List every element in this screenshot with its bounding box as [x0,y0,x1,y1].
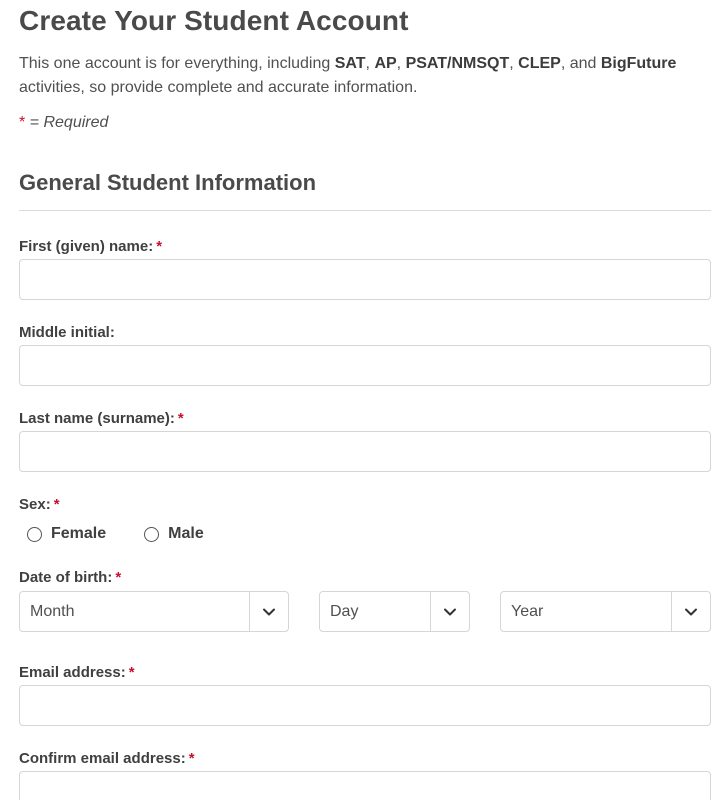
dob-day-select[interactable] [319,591,470,632]
required-legend: * = Required [19,114,109,131]
section-title: General Student Information [19,170,317,195]
required-star: * [53,496,60,513]
last-name-label: Last name (surname): * [19,410,184,427]
select-divider [430,592,431,631]
middle-initial-label: Middle initial: [19,324,115,341]
section-divider [19,210,711,211]
radio-unchecked-icon[interactable] [27,527,42,542]
first-name-label: First (given) name: * [19,238,163,255]
dob-year-value: Year [511,603,544,620]
radio-female[interactable] [27,525,106,543]
last-name-input[interactable] [19,431,711,472]
required-star: * [188,750,195,767]
chevron-down-icon[interactable] [443,605,457,619]
dob-month-value: Month [30,603,75,620]
radio-unchecked-icon[interactable] [144,527,159,542]
radio-male[interactable] [144,525,204,543]
dob-year-select[interactable] [500,591,711,632]
dob-label: Date of birth: * [19,569,122,586]
select-divider [249,592,250,631]
sex-radio-group [27,523,242,545]
confirm-email-input[interactable] [19,771,711,800]
email-label: Email address: * [19,664,135,681]
product-sat: SAT [334,55,366,72]
product-psat: PSAT/NMSQT [405,55,510,72]
page-title: Create Your Student Account [19,5,409,36]
required-star: * [128,664,135,681]
chevron-down-icon[interactable] [262,605,276,619]
radio-male-label[interactable]: Male [168,525,204,542]
middle-initial-input[interactable] [19,345,711,386]
radio-female-label[interactable]: Female [51,525,107,542]
confirm-email-label: Confirm email address: * [19,750,195,767]
required-star: * [177,410,184,427]
select-divider [671,592,672,631]
email-input[interactable] [19,685,711,726]
chevron-down-icon[interactable] [684,605,698,619]
sex-label: Sex: * [19,496,60,513]
product-clep: CLEP [518,55,561,72]
product-bigfuture: BigFuture [600,55,677,72]
required-star: * [19,114,26,131]
intro-text: This one account is for everything, including SAT, AP, PSAT/NMSQT, CLEP, and BigFuture activities, so provide complete and accurate information. [19,55,677,96]
product-ap: AP [374,55,397,72]
required-star: * [115,569,122,586]
required-star: * [156,238,163,255]
dob-month-select[interactable] [19,591,289,632]
dob-day-value: Day [330,603,359,620]
first-name-input[interactable] [19,259,711,300]
